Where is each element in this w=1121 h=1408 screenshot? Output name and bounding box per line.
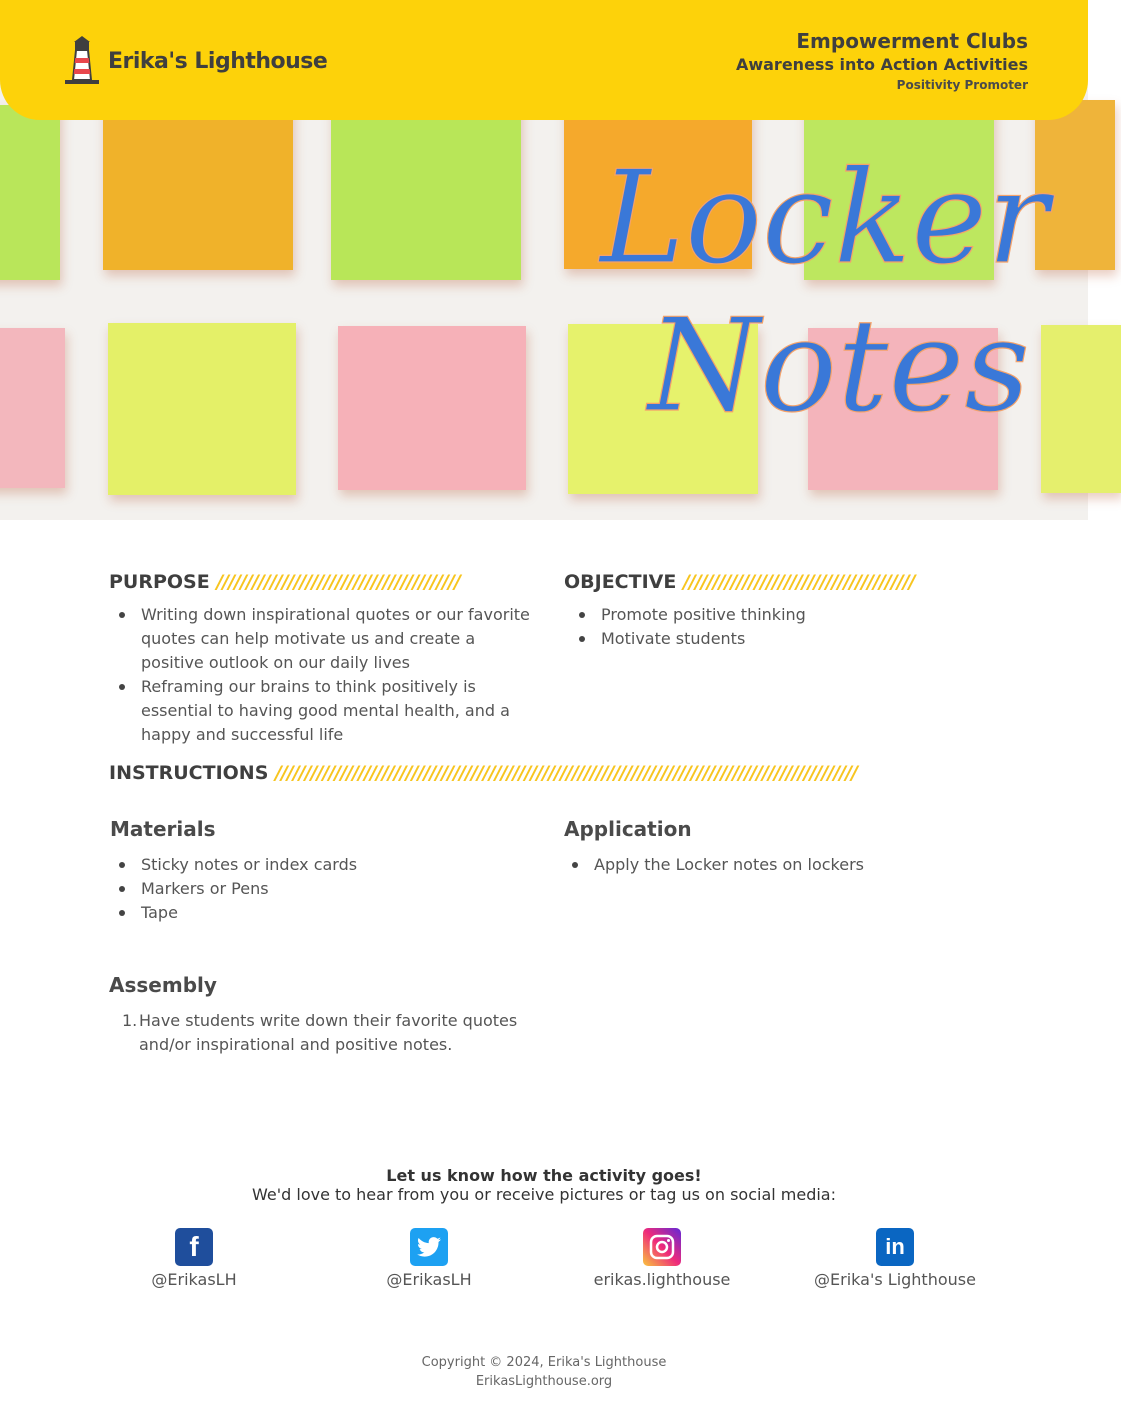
header-line-2: Awareness into Action Activities [735,55,1028,74]
assembly-list [109,1009,529,1057]
instructions-heading-text: INSTRUCTIONS [109,762,269,784]
list-item: Reframing our brains to think positively is essential to having good mental health, and a happy and successful life [109,675,539,747]
list-item: Motivate students [569,627,989,651]
list-item: Sticky notes or index cards [109,853,529,877]
instructions-divider: ////////////////////////////////////////////////////////////////////////////////////////////////// [275,762,858,784]
materials-list [109,853,529,925]
social-instagram[interactable] [562,1228,762,1289]
footer-website[interactable]: ErikasLighthouse.org [475,1374,613,1389]
application-heading: Application [564,817,692,841]
hero-title [600,120,1049,441]
purpose-list [109,603,539,747]
twitter-icon[interactable] [410,1228,448,1266]
list-item: Apply the Locker notes on lockers [562,853,982,877]
social-handle[interactable]: @ErikasLH [386,1270,472,1289]
purpose-heading-text: PURPOSE [109,571,210,593]
header-line-3: Positivity Promoter [896,78,1028,92]
sticky-note [331,102,521,280]
objective-heading-text: OBJECTIVE [564,571,677,593]
sticky-note [1041,325,1121,493]
objective-heading [564,571,994,593]
cta-subtitle: We'd love to hear from you or receive pictures or tag us on social media: [252,1185,836,1204]
linkedin-icon[interactable]: in [876,1228,914,1266]
instructions-heading [109,762,989,784]
application-list [562,853,982,877]
title-line-2: Notes [648,292,1030,441]
header-line-1: Empowerment Clubs [796,29,1028,53]
list-item: Tape [109,901,529,925]
sticky-note [0,328,65,488]
logo[interactable] [62,36,327,86]
social-handle[interactable]: @ErikasLH [151,1270,237,1289]
purpose-divider: ///////////////////////////////////////// [216,571,460,593]
purpose-heading [109,571,534,593]
list-item: Markers or Pens [109,877,529,901]
objective-list [569,603,989,651]
sticky-note [338,326,526,490]
list-text: Have students write down their favorite quotes and/or inspirational and positive notes. [139,1011,518,1054]
materials-heading: Materials [110,817,216,841]
social-facebook[interactable] [94,1228,294,1289]
lighthouse-icon [62,36,102,86]
list-item: Promote positive thinking [569,603,989,627]
header-bar [0,0,1088,120]
list-number: 1. [122,1011,138,1030]
instagram-icon[interactable] [643,1228,681,1266]
social-handle[interactable]: @Erika's Lighthouse [814,1270,976,1289]
sticky-note [108,323,296,495]
sticky-note [0,105,60,280]
assembly-heading: Assembly [109,973,217,997]
list-item: Writing down inspirational quotes or our favorite quotes can help motivate us and create a positive outlook on our daily lives [109,603,539,675]
social-linkedin[interactable] [795,1228,995,1289]
objective-divider: /////////////////////////////////////// [682,571,915,593]
cta-title: Let us know how the activity goes! [386,1166,702,1185]
footer-copyright: Copyright © 2024, Erika's Lighthouse [421,1355,667,1370]
facebook-icon[interactable]: f [175,1228,213,1266]
title-line-1: Locker [600,144,1049,293]
social-handle[interactable]: erikas.lighthouse [593,1270,731,1289]
logo-text: Erika's Lighthouse [108,48,328,74]
list-item [109,1009,529,1057]
header-titles [736,28,1028,94]
sticky-note [103,100,293,270]
social-twitter[interactable] [329,1228,529,1289]
